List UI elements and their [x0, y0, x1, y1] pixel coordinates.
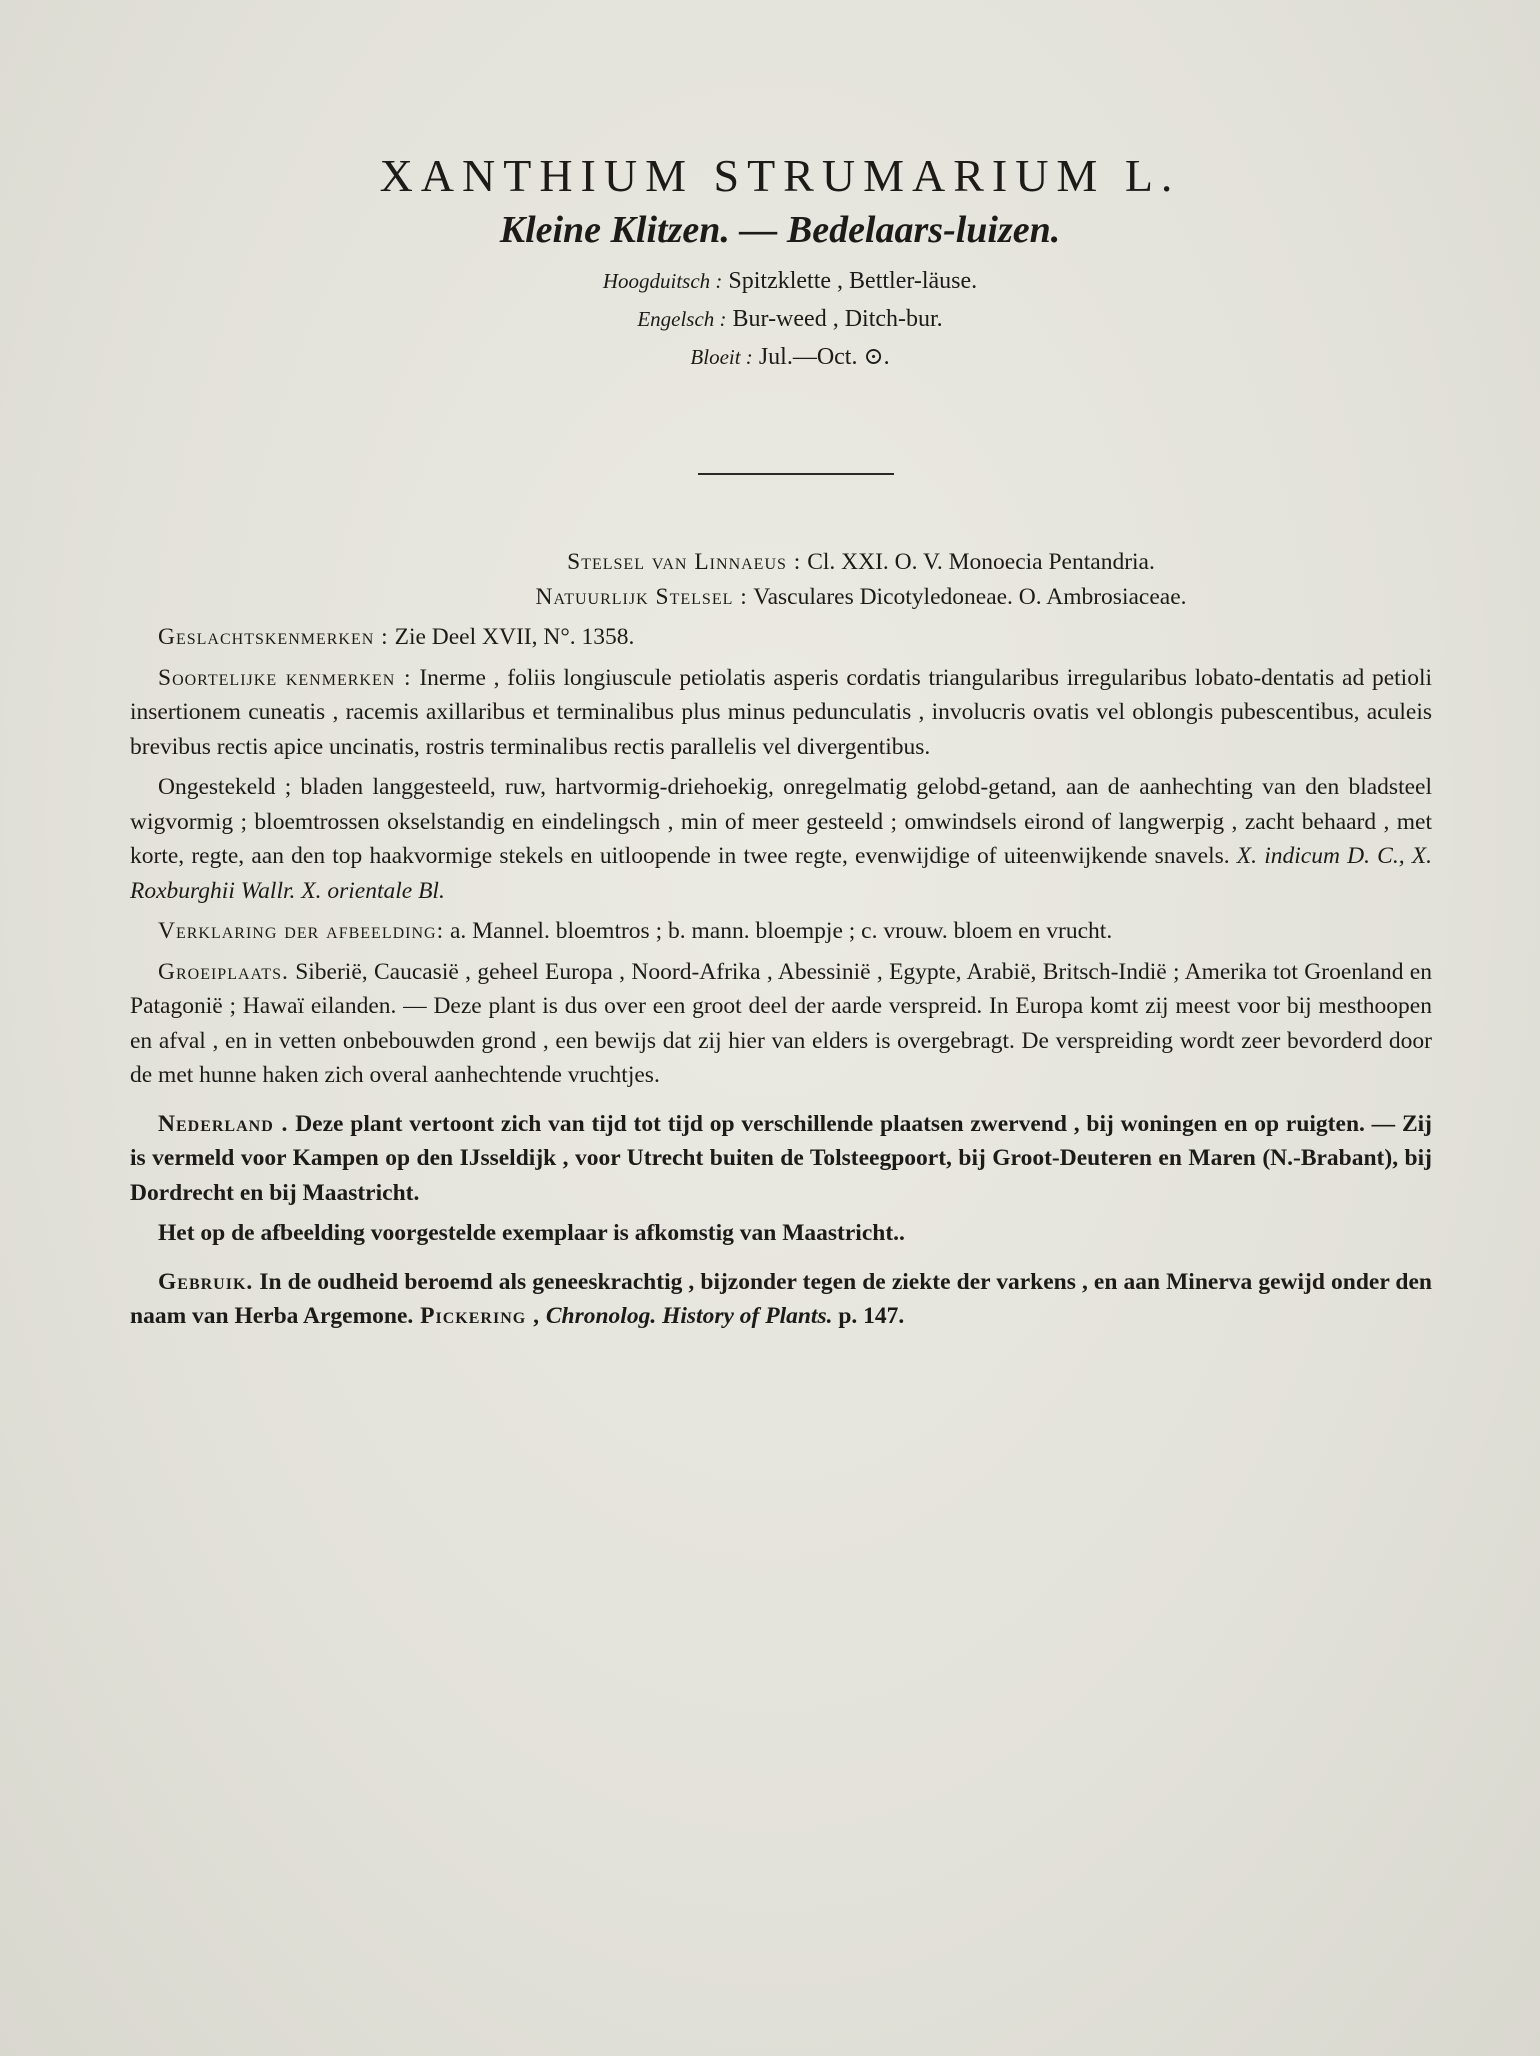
german-names: Spitzklette , Bettler-läuse. [728, 268, 978, 294]
header [0, 148, 1540, 376]
english-label: Engelsch : [637, 307, 727, 331]
genus-value: Zie Deel XVII, N°. 1358. [388, 624, 635, 650]
bloom-row [0, 338, 1540, 376]
vernacular-names [0, 262, 1540, 376]
linnaeus-label: Stelsel van Linnaeus : [567, 549, 802, 575]
netherlands-paragraph [130, 1107, 1432, 1211]
dutch-common-names: Kleine Klitzen. — Bedelaars-luizen. [499, 209, 1061, 251]
natural-value: Vasculares Dicotyledoneae. O. Ambrosiaceae. [747, 583, 1187, 610]
use-label: Gebruik. [158, 1268, 254, 1295]
english-names: Bur-weed , Ditch-bur. [732, 306, 943, 332]
natural-label: Natuurlijk Stelsel : [535, 583, 748, 610]
bloom-label: Bloeit : [690, 345, 753, 369]
habitat-paragraph [130, 955, 1432, 1093]
divider [698, 473, 894, 475]
natural-system [130, 580, 1432, 615]
linnaeus-value: Cl. XXI. O. V. Monoecia Pentandria. [801, 549, 1155, 575]
species-label: Soortelijke kenmerken : [158, 664, 412, 691]
page-title: XANTHIUM STRUMARIUM L. [379, 150, 1181, 201]
habitat-text: Siberië, Caucasië , geheel Europa , Noord-Afrika , Abessinië , Egypte, Arabië, Britsch-Indië ; Amerika tot Groenland en Patagonië ; Hawaï eilanden. — Deze plant is dus over een groot deel der aarde verspreid. In Europa komt zij meest voor bij mesthoopen en afval , en in vetten onbebouwden grond , een bewijs dat zij hier van elders is overgebragt. De verspreiding wordt zeer bevorderd door de met hunne haken zich overal aanhechtende vruchtjes. [130, 958, 1432, 1088]
netherlands-label: Nederland . [158, 1110, 289, 1137]
specimen-text: Het op de afbeelding voorgestelde exemplaar is afkomstig van Maastricht.. [158, 1220, 905, 1246]
body-text [130, 545, 1432, 1334]
figure-text: a. Mannel. bloemtros ; b. mann. bloempje ; c. vrouw. bloem en vrucht. [444, 918, 1113, 944]
description-paragraph [130, 770, 1432, 908]
linnaeus-system [130, 545, 1432, 580]
species-characters [130, 661, 1432, 765]
german-label: Hoogduitsch : [602, 269, 723, 293]
synonyms: X. indicum D. C., X. Roxburghii Wallr. X. orientale Bl. [130, 843, 1432, 904]
genus-characters [130, 620, 1432, 655]
use-work: Chronolog. History of Plants. [539, 1303, 833, 1329]
figure-label: Verklaring der afbeelding: [158, 918, 445, 944]
english-names-row [0, 300, 1540, 338]
use-author: Pickering , [413, 1303, 540, 1329]
use-paragraph [130, 1265, 1432, 1334]
bloom-value: Jul.—Oct. ⊙. [758, 344, 890, 370]
genus-label: Geslachtskenmerken : [158, 624, 389, 650]
description-text: Ongestekeld ; bladen langgesteeld, ruw, hartvormig-driehoekig, onregelmatig gelobd-getand, aan de aanhechting van den bladsteel wigvormig ; bloemtrossen okselstandig en eindelingsch , min of meer gesteeld ; omwindsels eirond of langwerpig , zacht behaard , met korte, regte, aan den top haakvormige stekels en uitloopende in twee regte, evenwijdige of uiteenwijkende snavels. [130, 774, 1432, 869]
figure-explanation [130, 914, 1432, 949]
specimen-paragraph [130, 1216, 1432, 1251]
netherlands-text: Deze plant vertoont zich van tijd tot tijd op verschillende plaatsen zwervend , bij woningen en op ruigten. — Zij is vermeld voor Kampen op den IJsseldijk , voor Utrecht buiten de Tolsteegpoort, bij Groot-Deuteren en Maren (N.-Brabant), bij Dordrecht en bij Maastricht. [130, 1110, 1432, 1206]
german-names-row [0, 262, 1540, 300]
species-text: Inerme , foliis longiuscule petiolatis asperis cordatis triangularibus irregularibus lobato-dentatis ad petioli insertionem cuneatis , racemis axillaribus et terminalibus plus minus pedunculatis , involucris ovatis vel oblongis pubescentibus, aculeis brevibus rectis apice uncinatis, rostris terminalibus rectis parallelis vel divergentibus. [130, 664, 1433, 760]
use-page: p. 147. [832, 1303, 905, 1329]
habitat-label: Groeiplaats. [158, 958, 289, 985]
use-text: In de oudheid beroemd als geneeskrachtig , bijzonder tegen de ziekte der varkens , en aan Minerva gewijd onder den naam van Herba Argemone. [130, 1268, 1432, 1329]
